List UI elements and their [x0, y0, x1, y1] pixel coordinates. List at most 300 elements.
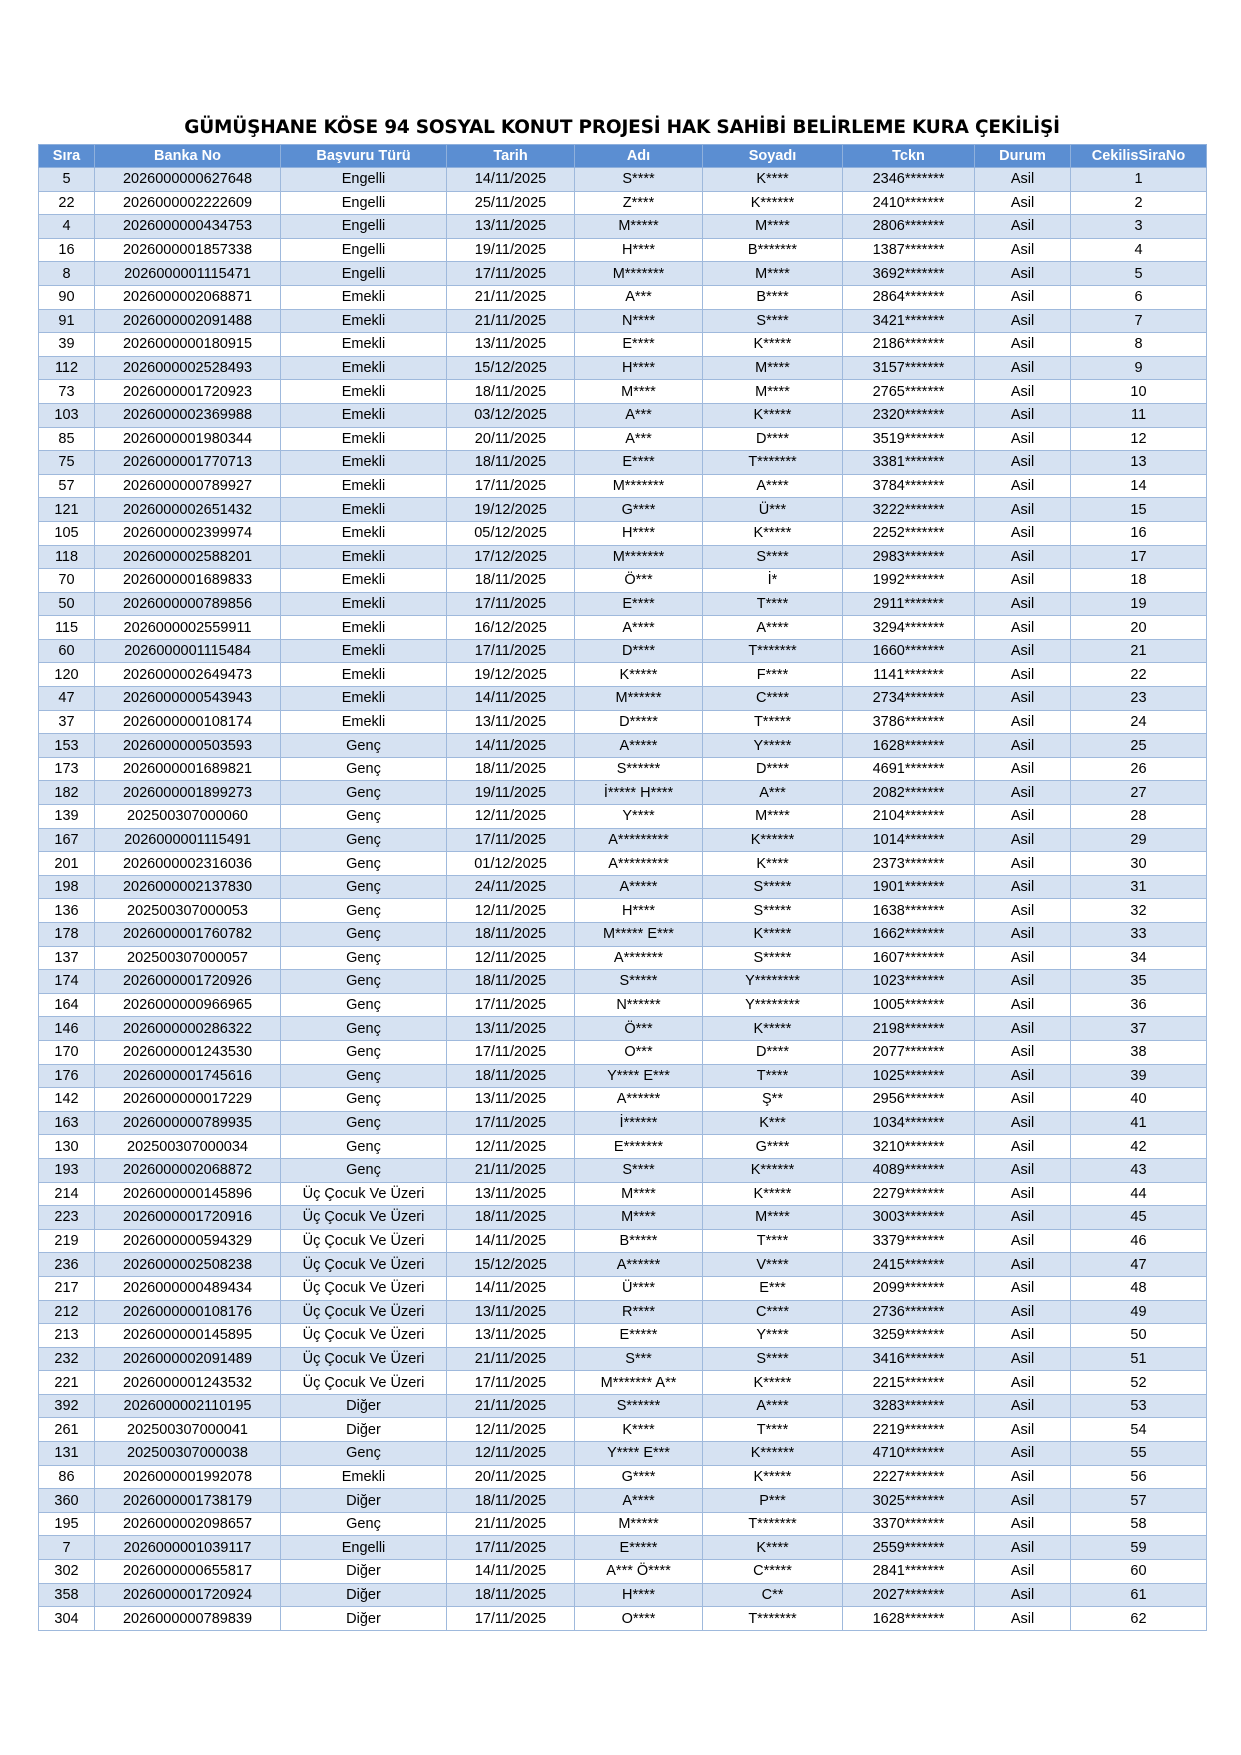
cell-durum: Asil: [975, 663, 1071, 687]
cell-banka-no: 2026000001980344: [95, 427, 281, 451]
cell-cekilis-sira-no: 45: [1071, 1206, 1207, 1230]
cell-soyadi: D****: [703, 757, 843, 781]
cell-soyadi: T****: [703, 592, 843, 616]
cell-tarih: 14/11/2025: [447, 168, 575, 192]
table-row: [39, 852, 1207, 876]
cell-durum: Asil: [975, 1064, 1071, 1088]
cell-tarih: 13/11/2025: [447, 1182, 575, 1206]
cell-durum: Asil: [975, 1442, 1071, 1466]
table-row: [39, 1347, 1207, 1371]
cell-durum: Asil: [975, 1536, 1071, 1560]
table-row: [39, 1371, 1207, 1395]
cell-soyadi: K******: [703, 828, 843, 852]
table-row: [39, 191, 1207, 215]
cell-durum: Asil: [975, 970, 1071, 994]
cell-durum: Asil: [975, 191, 1071, 215]
cell-tckn: 1005*******: [843, 993, 975, 1017]
cell-soyadi: K*****: [703, 333, 843, 357]
cell-tckn: 1992*******: [843, 569, 975, 593]
cell-tarih: 18/11/2025: [447, 970, 575, 994]
table-row: [39, 333, 1207, 357]
cell-tarih: 13/11/2025: [447, 1017, 575, 1041]
table-row: [39, 427, 1207, 451]
cell-tckn: 2099*******: [843, 1276, 975, 1300]
table-row: [39, 1324, 1207, 1348]
cell-banka-no: 2026000002528493: [95, 356, 281, 380]
cell-adi: N******: [575, 993, 703, 1017]
cell-tarih: 24/11/2025: [447, 875, 575, 899]
cell-sira: 167: [39, 828, 95, 852]
cell-banka-no: 2026000001689833: [95, 569, 281, 593]
cell-adi: H****: [575, 1583, 703, 1607]
cell-tarih: 21/11/2025: [447, 309, 575, 333]
header-cekilis-sira-no: CekilisSiraNo: [1071, 145, 1207, 168]
cell-tarih: 17/11/2025: [447, 1111, 575, 1135]
cell-banka-no: 2026000002110195: [95, 1394, 281, 1418]
cell-sira: 73: [39, 380, 95, 404]
cell-soyadi: T*******: [703, 451, 843, 475]
cell-sira: 105: [39, 521, 95, 545]
cell-sira: 120: [39, 663, 95, 687]
cell-soyadi: İ*: [703, 569, 843, 593]
cell-tarih: 18/11/2025: [447, 451, 575, 475]
page-title: GÜMÜŞHANE KÖSE 94 SOSYAL KONUT PROJESİ HAK SAHİBİ BELİRLEME KURA ÇEKİLİŞİ: [184, 117, 1060, 138]
cell-cekilis-sira-no: 57: [1071, 1489, 1207, 1513]
header-adi: Adı: [575, 145, 703, 168]
cell-tarih: 18/11/2025: [447, 1489, 575, 1513]
cell-sira: 137: [39, 946, 95, 970]
cell-durum: Asil: [975, 1158, 1071, 1182]
cell-tarih: 17/12/2025: [447, 545, 575, 569]
cell-sira: 70: [39, 569, 95, 593]
cell-basvuru-turu: Emekli: [281, 474, 447, 498]
header-tarih: Tarih: [447, 145, 575, 168]
header-banka-no: Banka No: [95, 145, 281, 168]
cell-durum: Asil: [975, 710, 1071, 734]
cell-soyadi: Y********: [703, 993, 843, 1017]
cell-cekilis-sira-no: 37: [1071, 1017, 1207, 1041]
cell-durum: Asil: [975, 1324, 1071, 1348]
cell-tckn: 1014*******: [843, 828, 975, 852]
cell-adi: H****: [575, 238, 703, 262]
cell-basvuru-turu: Engelli: [281, 168, 447, 192]
cell-adi: Ü****: [575, 1276, 703, 1300]
cell-durum: Asil: [975, 946, 1071, 970]
cell-sira: 173: [39, 757, 95, 781]
cell-tckn: 3370*******: [843, 1512, 975, 1536]
cell-basvuru-turu: Emekli: [281, 427, 447, 451]
cell-soyadi: Ü***: [703, 498, 843, 522]
cell-sira: 198: [39, 875, 95, 899]
cell-tarih: 19/12/2025: [447, 663, 575, 687]
cell-durum: Asil: [975, 356, 1071, 380]
cell-durum: Asil: [975, 1371, 1071, 1395]
cell-cekilis-sira-no: 62: [1071, 1607, 1207, 1631]
cell-tarih: 18/11/2025: [447, 569, 575, 593]
cell-sira: 219: [39, 1229, 95, 1253]
table-row: [39, 1088, 1207, 1112]
cell-durum: Asil: [975, 309, 1071, 333]
cell-banka-no: 2026000001243532: [95, 1371, 281, 1395]
cell-tarih: 17/11/2025: [447, 1040, 575, 1064]
cell-banka-no: 2026000000145895: [95, 1324, 281, 1348]
cell-banka-no: 2026000002649473: [95, 663, 281, 687]
cell-cekilis-sira-no: 47: [1071, 1253, 1207, 1277]
cell-cekilis-sira-no: 34: [1071, 946, 1207, 970]
cell-durum: Asil: [975, 427, 1071, 451]
cell-basvuru-turu: Diğer: [281, 1489, 447, 1513]
cell-basvuru-turu: Emekli: [281, 309, 447, 333]
cell-soyadi: G****: [703, 1135, 843, 1159]
cell-adi: S******: [575, 1394, 703, 1418]
cell-cekilis-sira-no: 5: [1071, 262, 1207, 286]
cell-durum: Asil: [975, 852, 1071, 876]
cell-basvuru-turu: Emekli: [281, 545, 447, 569]
cell-durum: Asil: [975, 616, 1071, 640]
cell-adi: O****: [575, 1607, 703, 1631]
cell-durum: Asil: [975, 285, 1071, 309]
cell-durum: Asil: [975, 1300, 1071, 1324]
cell-basvuru-turu: Emekli: [281, 521, 447, 545]
cell-sira: 358: [39, 1583, 95, 1607]
cell-adi: M****: [575, 380, 703, 404]
cell-banka-no: 2026000000966965: [95, 993, 281, 1017]
cell-basvuru-turu: Üç Çocuk Ve Üzeri: [281, 1276, 447, 1300]
cell-banka-no: 2026000002316036: [95, 852, 281, 876]
cell-banka-no: 2026000002651432: [95, 498, 281, 522]
cell-soyadi: V****: [703, 1253, 843, 1277]
cell-adi: Y**** E***: [575, 1442, 703, 1466]
cell-banka-no: 2026000002137830: [95, 875, 281, 899]
cell-tarih: 21/11/2025: [447, 1512, 575, 1536]
cell-soyadi: M****: [703, 805, 843, 829]
cell-basvuru-turu: Engelli: [281, 215, 447, 239]
table-row: [39, 1135, 1207, 1159]
cell-tarih: 17/11/2025: [447, 1607, 575, 1631]
cell-cekilis-sira-no: 19: [1071, 592, 1207, 616]
cell-durum: Asil: [975, 1017, 1071, 1041]
cell-soyadi: K****: [703, 852, 843, 876]
table-row: [39, 663, 1207, 687]
cell-tarih: 17/11/2025: [447, 993, 575, 1017]
cell-adi: M*******: [575, 262, 703, 286]
cell-basvuru-turu: Üç Çocuk Ve Üzeri: [281, 1371, 447, 1395]
cell-durum: Asil: [975, 1583, 1071, 1607]
cell-basvuru-turu: Üç Çocuk Ve Üzeri: [281, 1347, 447, 1371]
cell-tckn: 2410*******: [843, 191, 975, 215]
cell-soyadi: M****: [703, 1206, 843, 1230]
table-row: [39, 215, 1207, 239]
table-row: [39, 1583, 1207, 1607]
cell-banka-no: 202500307000060: [95, 805, 281, 829]
cell-basvuru-turu: Genç: [281, 781, 447, 805]
cell-tarih: 13/11/2025: [447, 710, 575, 734]
cell-durum: Asil: [975, 875, 1071, 899]
cell-tckn: 1901*******: [843, 875, 975, 899]
cell-soyadi: T****: [703, 1064, 843, 1088]
cell-sira: 22: [39, 191, 95, 215]
cell-cekilis-sira-no: 20: [1071, 616, 1207, 640]
cell-tarih: 01/12/2025: [447, 852, 575, 876]
table-row: [39, 993, 1207, 1017]
cell-basvuru-turu: Emekli: [281, 687, 447, 711]
cell-adi: Z****: [575, 191, 703, 215]
cell-tckn: 2983*******: [843, 545, 975, 569]
table-header: [39, 145, 1207, 168]
cell-adi: A*****: [575, 734, 703, 758]
cell-tarih: 12/11/2025: [447, 946, 575, 970]
cell-adi: A*********: [575, 828, 703, 852]
cell-soyadi: C**: [703, 1583, 843, 1607]
cell-cekilis-sira-no: 10: [1071, 380, 1207, 404]
table-row: [39, 1040, 1207, 1064]
cell-adi: M******: [575, 687, 703, 711]
cell-tarih: 14/11/2025: [447, 734, 575, 758]
cell-soyadi: B*******: [703, 238, 843, 262]
cell-basvuru-turu: Emekli: [281, 710, 447, 734]
cell-adi: M***** E***: [575, 923, 703, 947]
cell-soyadi: K******: [703, 1442, 843, 1466]
cell-basvuru-turu: Üç Çocuk Ve Üzeri: [281, 1253, 447, 1277]
cell-basvuru-turu: Genç: [281, 1158, 447, 1182]
cell-soyadi: A****: [703, 616, 843, 640]
cell-cekilis-sira-no: 49: [1071, 1300, 1207, 1324]
cell-cekilis-sira-no: 32: [1071, 899, 1207, 923]
cell-sira: 130: [39, 1135, 95, 1159]
cell-durum: Asil: [975, 1182, 1071, 1206]
cell-basvuru-turu: Genç: [281, 757, 447, 781]
cell-sira: 176: [39, 1064, 95, 1088]
cell-adi: N****: [575, 309, 703, 333]
cell-banka-no: 2026000002559911: [95, 616, 281, 640]
cell-durum: Asil: [975, 1229, 1071, 1253]
cell-cekilis-sira-no: 46: [1071, 1229, 1207, 1253]
table-row: [39, 262, 1207, 286]
cell-sira: 212: [39, 1300, 95, 1324]
cell-adi: İ******: [575, 1111, 703, 1135]
cell-cekilis-sira-no: 18: [1071, 569, 1207, 593]
table-row: [39, 805, 1207, 829]
cell-tckn: 2841*******: [843, 1560, 975, 1584]
cell-soyadi: A***: [703, 781, 843, 805]
cell-cekilis-sira-no: 52: [1071, 1371, 1207, 1395]
table-row: [39, 899, 1207, 923]
cell-cekilis-sira-no: 28: [1071, 805, 1207, 829]
cell-soyadi: K*****: [703, 521, 843, 545]
cell-soyadi: M****: [703, 356, 843, 380]
table-row: [39, 970, 1207, 994]
cell-tckn: 2198*******: [843, 1017, 975, 1041]
cell-soyadi: K*****: [703, 1017, 843, 1041]
cell-adi: M*******: [575, 545, 703, 569]
cell-basvuru-turu: Üç Çocuk Ve Üzeri: [281, 1182, 447, 1206]
table-row: [39, 1229, 1207, 1253]
cell-durum: Asil: [975, 923, 1071, 947]
cell-sira: 8: [39, 262, 95, 286]
cell-soyadi: C*****: [703, 1560, 843, 1584]
cell-cekilis-sira-no: 4: [1071, 238, 1207, 262]
cell-sira: 146: [39, 1017, 95, 1041]
table-row: [39, 781, 1207, 805]
cell-basvuru-turu: Üç Çocuk Ve Üzeri: [281, 1324, 447, 1348]
table-row: [39, 1442, 1207, 1466]
cell-adi: Ö***: [575, 1017, 703, 1041]
cell-adi: E*****: [575, 1536, 703, 1560]
cell-banka-no: 2026000001760782: [95, 923, 281, 947]
cell-basvuru-turu: Üç Çocuk Ve Üzeri: [281, 1206, 447, 1230]
cell-cekilis-sira-no: 22: [1071, 663, 1207, 687]
cell-adi: D****: [575, 639, 703, 663]
cell-banka-no: 202500307000057: [95, 946, 281, 970]
cell-banka-no: 2026000001899273: [95, 781, 281, 805]
cell-banka-no: 202500307000053: [95, 899, 281, 923]
cell-basvuru-turu: Genç: [281, 1512, 447, 1536]
cell-banka-no: 2026000001689821: [95, 757, 281, 781]
cell-soyadi: K***: [703, 1111, 843, 1135]
cell-adi: B*****: [575, 1229, 703, 1253]
cell-sira: 115: [39, 616, 95, 640]
cell-basvuru-turu: Emekli: [281, 1465, 447, 1489]
cell-cekilis-sira-no: 61: [1071, 1583, 1207, 1607]
cell-sira: 7: [39, 1536, 95, 1560]
cell-sira: 57: [39, 474, 95, 498]
cell-sira: 170: [39, 1040, 95, 1064]
cell-tckn: 3003*******: [843, 1206, 975, 1230]
cell-tarih: 19/11/2025: [447, 238, 575, 262]
table-row: [39, 1300, 1207, 1324]
cell-adi: S***: [575, 1347, 703, 1371]
cell-tckn: 1141*******: [843, 663, 975, 687]
cell-adi: E****: [575, 333, 703, 357]
cell-basvuru-turu: Genç: [281, 805, 447, 829]
cell-sira: 236: [39, 1253, 95, 1277]
cell-banka-no: 2026000000594329: [95, 1229, 281, 1253]
cell-basvuru-turu: Üç Çocuk Ve Üzeri: [281, 1229, 447, 1253]
cell-adi: E****: [575, 592, 703, 616]
cell-tckn: 3381*******: [843, 451, 975, 475]
table-row: [39, 1536, 1207, 1560]
cell-cekilis-sira-no: 54: [1071, 1418, 1207, 1442]
table-row: [39, 285, 1207, 309]
cell-banka-no: 2026000000655817: [95, 1560, 281, 1584]
cell-adi: G****: [575, 1465, 703, 1489]
cell-sira: 213: [39, 1324, 95, 1348]
table-row: [39, 380, 1207, 404]
cell-tckn: 3294*******: [843, 616, 975, 640]
cell-basvuru-turu: Engelli: [281, 1536, 447, 1560]
cell-tarih: 17/11/2025: [447, 592, 575, 616]
cell-cekilis-sira-no: 25: [1071, 734, 1207, 758]
cell-tckn: 2027*******: [843, 1583, 975, 1607]
cell-banka-no: 2026000001115471: [95, 262, 281, 286]
cell-adi: A*****: [575, 875, 703, 899]
cell-sira: 60: [39, 639, 95, 663]
cell-cekilis-sira-no: 59: [1071, 1536, 1207, 1560]
cell-tckn: 2736*******: [843, 1300, 975, 1324]
cell-banka-no: 2026000000789856: [95, 592, 281, 616]
cell-basvuru-turu: Emekli: [281, 403, 447, 427]
table-row: [39, 1064, 1207, 1088]
cell-tckn: 1628*******: [843, 1607, 975, 1631]
cell-tarih: 21/11/2025: [447, 285, 575, 309]
cell-durum: Asil: [975, 1111, 1071, 1135]
cell-cekilis-sira-no: 55: [1071, 1442, 1207, 1466]
cell-sira: 392: [39, 1394, 95, 1418]
cell-tckn: 1607*******: [843, 946, 975, 970]
cell-banka-no: 2026000001720926: [95, 970, 281, 994]
cell-tckn: 2279*******: [843, 1182, 975, 1206]
cell-sira: 153: [39, 734, 95, 758]
cell-soyadi: D****: [703, 1040, 843, 1064]
cell-basvuru-turu: Üç Çocuk Ve Üzeri: [281, 1300, 447, 1324]
cell-tarih: 13/11/2025: [447, 215, 575, 239]
cell-sira: 47: [39, 687, 95, 711]
cell-durum: Asil: [975, 1418, 1071, 1442]
table-row: [39, 946, 1207, 970]
cell-tckn: 3259*******: [843, 1324, 975, 1348]
cell-tckn: 3692*******: [843, 262, 975, 286]
cell-basvuru-turu: Diğer: [281, 1394, 447, 1418]
cell-banka-no: 2026000000489434: [95, 1276, 281, 1300]
cell-basvuru-turu: Emekli: [281, 639, 447, 663]
cell-basvuru-turu: Diğer: [281, 1607, 447, 1631]
cell-adi: R****: [575, 1300, 703, 1324]
header-basvuru-turu: Başvuru Türü: [281, 145, 447, 168]
cell-tckn: 3421*******: [843, 309, 975, 333]
cell-durum: Asil: [975, 592, 1071, 616]
cell-adi: D*****: [575, 710, 703, 734]
cell-durum: Asil: [975, 828, 1071, 852]
cell-adi: E*****: [575, 1324, 703, 1348]
cell-soyadi: T****: [703, 1418, 843, 1442]
cell-tckn: 1023*******: [843, 970, 975, 994]
cell-tckn: 3025*******: [843, 1489, 975, 1513]
table-row: [39, 1276, 1207, 1300]
table-row: [39, 923, 1207, 947]
cell-cekilis-sira-no: 1: [1071, 168, 1207, 192]
cell-soyadi: K*****: [703, 923, 843, 947]
cell-cekilis-sira-no: 6: [1071, 285, 1207, 309]
cell-cekilis-sira-no: 14: [1071, 474, 1207, 498]
cell-tarih: 17/11/2025: [447, 474, 575, 498]
cell-adi: A***: [575, 427, 703, 451]
cell-sira: 118: [39, 545, 95, 569]
cell-cekilis-sira-no: 15: [1071, 498, 1207, 522]
table-row: [39, 1465, 1207, 1489]
table-row: [39, 356, 1207, 380]
table-row: [39, 1394, 1207, 1418]
cell-tckn: 2559*******: [843, 1536, 975, 1560]
cell-tckn: 2346*******: [843, 168, 975, 192]
cell-basvuru-turu: Genç: [281, 1111, 447, 1135]
table-row: [39, 545, 1207, 569]
cell-sira: 163: [39, 1111, 95, 1135]
cell-sira: 86: [39, 1465, 95, 1489]
cell-tarih: 15/12/2025: [447, 1253, 575, 1277]
cell-banka-no: 2026000000789839: [95, 1607, 281, 1631]
cell-tarih: 14/11/2025: [447, 1229, 575, 1253]
cell-banka-no: 2026000001770713: [95, 451, 281, 475]
cell-basvuru-turu: Genç: [281, 1064, 447, 1088]
cell-soyadi: F****: [703, 663, 843, 687]
cell-tckn: 1660*******: [843, 639, 975, 663]
cell-cekilis-sira-no: 2: [1071, 191, 1207, 215]
cell-cekilis-sira-no: 31: [1071, 875, 1207, 899]
cell-durum: Asil: [975, 734, 1071, 758]
cell-basvuru-turu: Emekli: [281, 380, 447, 404]
cell-cekilis-sira-no: 40: [1071, 1088, 1207, 1112]
cell-tckn: 2415*******: [843, 1253, 975, 1277]
